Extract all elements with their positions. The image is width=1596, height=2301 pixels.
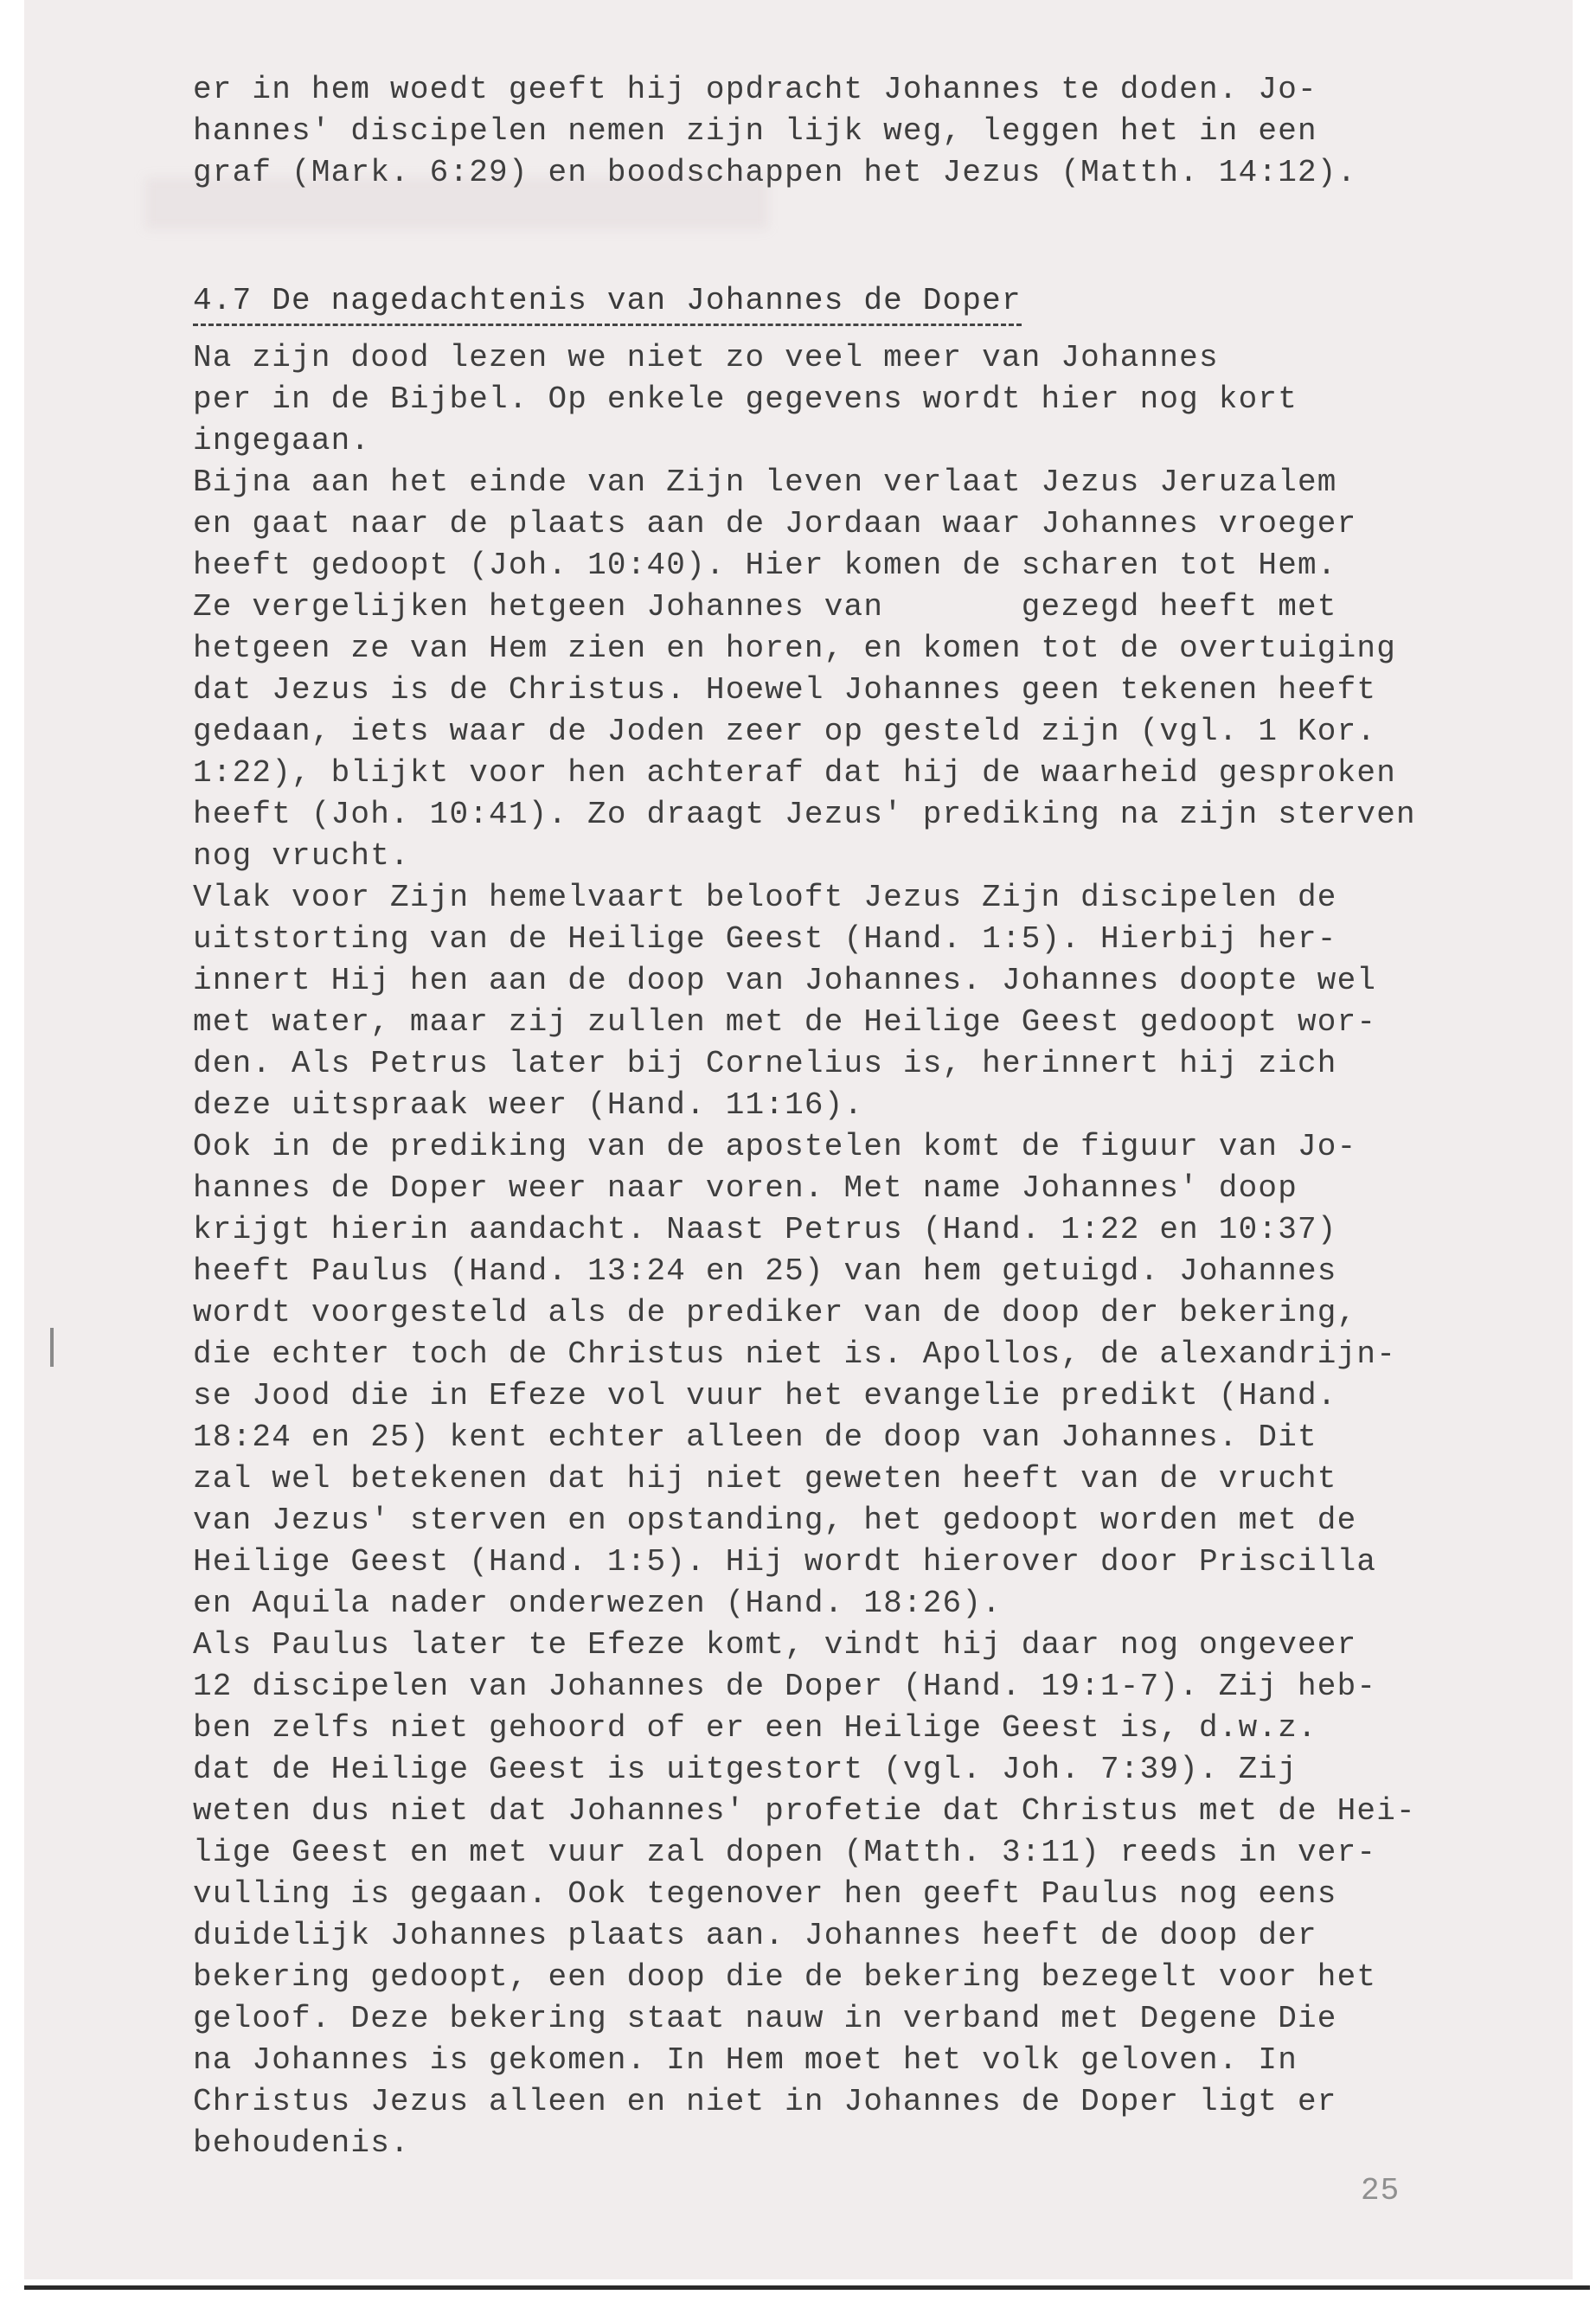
margin-mark [50,1328,54,1367]
body-line: dat de Heilige Geest is uitgestort (vgl. Joh. 7:39). Zij [193,1752,1298,1787]
text-column [193,69,1525,2164]
body-line: Christus Jezus alleen en niet in Johannes de Doper ligt er [193,2084,1337,2119]
body-line: uitstorting van de Heilige Geest (Hand. 1:5). Hierbij her- [193,921,1337,957]
body-line: heeft Paulus (Hand. 13:24 en 25) van hem getuigd. Johannes [193,1253,1337,1289]
body-line: hannes de Doper weer naar voren. Met name Johannes' doop [193,1170,1298,1206]
body-line: behoudenis. [193,2125,410,2161]
body-line: geloof. Deze bekering staat nauw in verband met Degene Die [193,2001,1337,2036]
body-line: 1:22), blijkt voor hen achteraf dat hij de waarheid gesproken [193,755,1397,791]
body-line: Bijna aan het einde van Zijn leven verlaat Jezus Jeruzalem [193,465,1337,500]
body-line: weten dus niet dat Johannes' profetie dat Christus met de Hei- [193,1793,1416,1829]
body-line: nog vrucht. [193,838,410,874]
body-line: Ze vergelijken hetgeen Johannes van gezegd heeft met [193,589,1337,625]
body-line: heeft (Joh. 10:41). Zo draagt Jezus' prediking na zijn sterven [193,797,1416,832]
body-line: met water, maar zij zullen met de Heilige Geest gedoopt wor- [193,1004,1377,1040]
intro-line: er in hem woedt geeft hij opdracht Johannes te doden. Jo- [193,72,1317,107]
body-line: se Jood die in Efeze vol vuur het evangelie predikt (Hand. [193,1378,1337,1413]
body-line: en Aquila nader onderwezen (Hand. 18:26). [193,1586,1002,1621]
body-line: 18:24 en 25) kent echter alleen de doop van Johannes. Dit [193,1420,1317,1455]
body-line: bekering gedoopt, een doop die de bekering bezegelt voor het [193,1959,1377,1995]
section-heading: 4.7 De nagedachtenis van Johannes de Doper [193,280,1022,326]
body-line: zal wel betekenen dat hij niet geweten heeft van de vrucht [193,1461,1337,1497]
body-line: innert Hij hen aan de doop van Johannes. Johannes doopte wel [193,963,1377,998]
body-line: Heilige Geest (Hand. 1:5). Hij wordt hierover door Priscilla [193,1544,1377,1580]
page-number: 25 [1361,2173,1401,2208]
body-line: die echter toch de Christus niet is. Apollos, de alexandrijn- [193,1336,1397,1372]
body-line: wordt voorgesteld als de prediker van de doop der bekering, [193,1295,1357,1330]
body-line: Vlak voor Zijn hemelvaart belooft Jezus Zijn discipelen de [193,880,1337,915]
body-line: Ook in de prediking van de apostelen komt de figuur van Jo- [193,1129,1357,1164]
body-line: lige Geest en met vuur zal dopen (Matth. 3:11) reeds in ver- [193,1835,1377,1870]
body-line: deze uitspraak weer (Hand. 11:16). [193,1087,864,1123]
body-line: duidelijk Johannes plaats aan. Johannes heeft de doop der [193,1918,1317,1953]
intro-paragraph [193,69,1525,194]
body-line: krijgt hierin aandacht. Naast Petrus (Hand. 1:22 en 10:37) [193,1212,1337,1247]
body-line: per in de Bijbel. Op enkele gegevens wordt hier nog kort [193,381,1298,417]
body-line: dat Jezus is de Christus. Hoewel Johannes geen tekenen heeft [193,672,1377,708]
body-line: van Jezus' sterven en opstanding, het gedoopt worden met de [193,1503,1357,1538]
body-line: heeft gedoopt (Joh. 10:40). Hier komen de scharen tot Hem. [193,548,1337,583]
body-line: na Johannes is gekomen. In Hem moet het volk geloven. In [193,2042,1298,2078]
section-body [193,337,1525,2164]
body-line: vulling is gegaan. Ook tegenover hen geeft Paulus nog eens [193,1876,1337,1912]
body-line: 12 discipelen van Johannes de Doper (Hand. 19:1-7). Zij heb- [193,1669,1377,1704]
document-page [24,0,1573,2279]
section-gap [193,194,1525,280]
body-line: Na zijn dood lezen we niet zo veel meer van Johannes [193,340,1219,375]
bottom-edge-rule [24,2285,1590,2290]
body-line: hetgeen ze van Hem zien en horen, en komen tot de overtuiging [193,631,1397,666]
intro-line: hannes' discipelen nemen zijn lijk weg, leggen het in een [193,113,1317,149]
section-heading-wrap [193,280,1525,337]
body-line: Als Paulus later te Efeze komt, vindt hij daar nog ongeveer [193,1627,1357,1663]
intro-line: graf (Mark. 6:29) en boodschappen het Jezus (Matth. 14:12). [193,155,1357,190]
body-line: ben zelfs niet gehoord of er een Heilige Geest is, d.w.z. [193,1710,1317,1746]
body-line: gedaan, iets waar de Joden zeer op gesteld zijn (vgl. 1 Kor. [193,714,1377,749]
body-line: en gaat naar de plaats aan de Jordaan waar Johannes vroeger [193,506,1357,542]
body-line: ingegaan. [193,423,371,458]
body-line: den. Als Petrus later bij Cornelius is, herinnert hij zich [193,1046,1337,1081]
